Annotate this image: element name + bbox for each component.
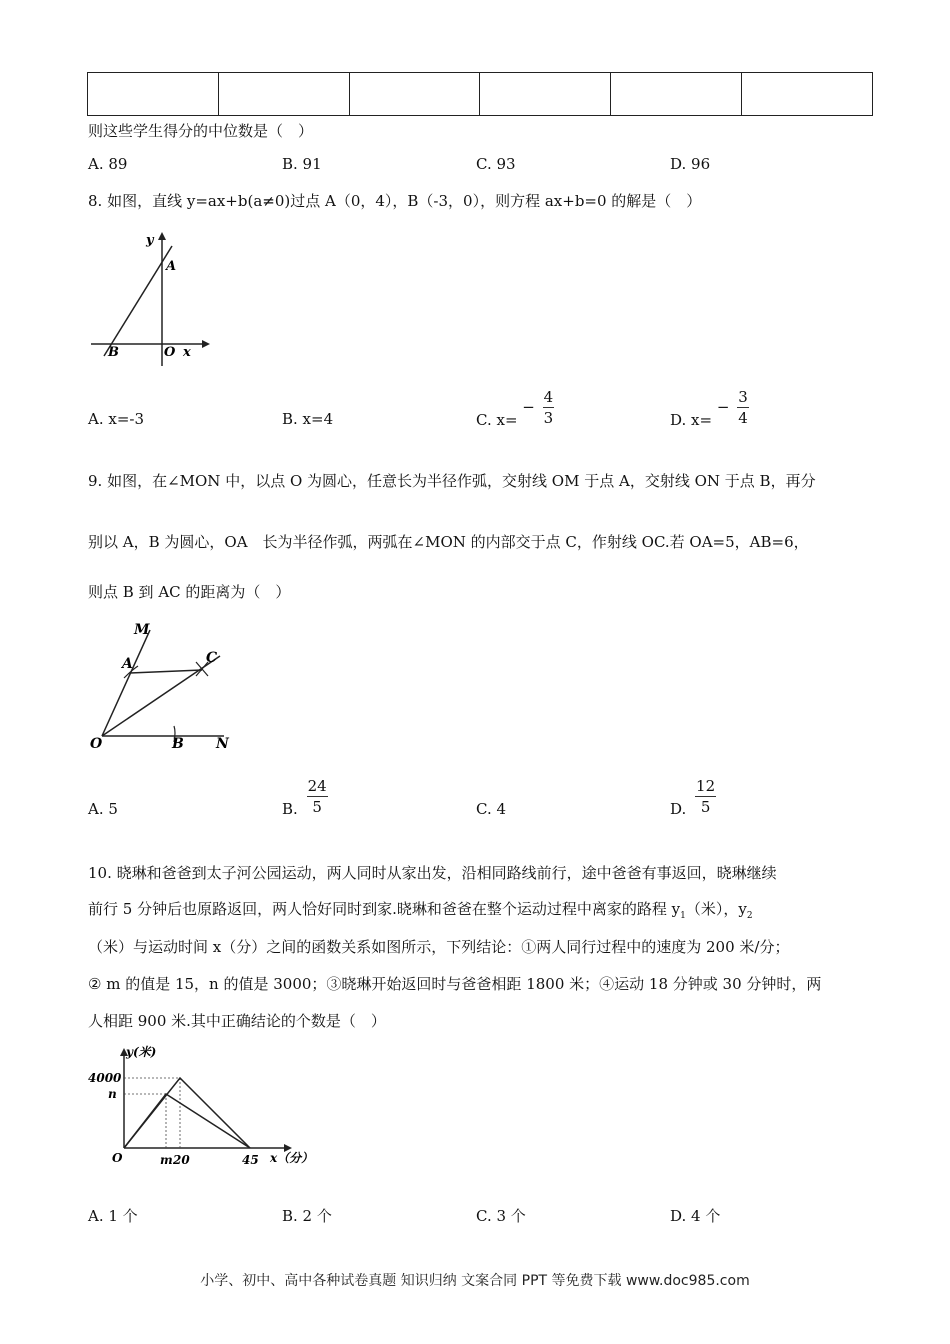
x-axis-arrow	[202, 340, 210, 348]
label-c: C	[206, 650, 218, 666]
q10-line-5: 人相距 900 米.其中正确结论的个数是（ ）	[88, 1012, 386, 1030]
q7-option-a: A. 89	[88, 155, 128, 173]
fraction: $\frac{12}{5}$	[696, 776, 716, 816]
q10-line-4: ② m 的值是 15，n 的值是 3000；③晓琳开始返回时与爸爸相距 1800 米；④运动 18 分钟或 30 分钟时，两	[88, 975, 822, 993]
label-b: B	[172, 736, 184, 752]
table-row	[88, 73, 873, 116]
q10-line-1: 10. 晓琳和爸爸到太子河公园运动，两人同时从家出发，沿相同路线前行，途中爸爸有事返回，晓琳继续	[88, 864, 777, 882]
q8-option-a: A. x=-3	[88, 410, 145, 428]
label-o: O	[90, 736, 103, 752]
tick-4000: 4000	[88, 1071, 122, 1085]
q10-option-b: B. 2 个	[282, 1207, 332, 1225]
label-y: y	[146, 233, 154, 248]
label-origin: O	[112, 1151, 123, 1165]
graph-y1	[124, 1078, 250, 1148]
label-m: M	[134, 622, 150, 638]
q10-option-d: D. 4 个	[670, 1207, 721, 1225]
q9-option-a: A. 5	[88, 800, 118, 818]
tick-20: 20	[173, 1153, 190, 1167]
q9-figure	[88, 618, 238, 752]
q8-stem: 8. 如图，直线 y=ax+b(a≠0)过点 A（0，4），B（-3，0），则方程 ax+b=0 的解是（ ）	[88, 192, 702, 210]
q8-option-b: B. x=4	[282, 410, 334, 428]
label-x-axis: x（分）	[270, 1151, 314, 1165]
q8-option-c: C. x= − $\frac{4}{3}$	[476, 387, 554, 429]
q7-option-d: D. 96	[670, 155, 711, 173]
q9-line-3: 则点 B 到 AC 的距离为（ ）	[88, 583, 291, 601]
q10-option-a: A. 1 个	[88, 1207, 138, 1225]
tick-n: n	[108, 1087, 117, 1101]
label-y-axis: y(米)	[126, 1045, 157, 1059]
label-x: x	[183, 345, 191, 360]
q10-figure	[86, 1042, 326, 1172]
q10-line-3: （米）与运动时间 x（分）之间的函数关系如图所示，下列结论：①两人同行过程中的速度为 200 米/分；	[88, 938, 790, 956]
fraction: $\frac{3}{4}$	[738, 387, 748, 427]
label-a: A	[122, 656, 133, 672]
page-footer: 小学、初中、高中各种试卷真题 知识归纳 文案合同 PPT 等免费下载 www.doc985.com	[200, 1273, 750, 1289]
q8-option-d: D. x= − $\frac{3}{4}$	[670, 387, 748, 429]
table-cell	[88, 73, 219, 116]
table-cell	[742, 73, 873, 116]
segment-ac	[130, 670, 202, 673]
q10-option-c: C. 3 个	[476, 1207, 526, 1225]
q7-option-b: B. 91	[282, 155, 322, 173]
table-cell	[480, 73, 611, 116]
table-cell	[349, 73, 480, 116]
tick-m: m	[160, 1153, 173, 1167]
table-cell	[218, 73, 349, 116]
q7-stem: 则这些学生得分的中位数是（ ）	[88, 122, 314, 140]
q7-option-c: C. 93	[476, 155, 516, 173]
label-n: N	[216, 736, 229, 752]
label-a: A	[166, 259, 177, 274]
q10-line-2: 前行 5 分钟后也原路返回，两人恰好同时到家.晓琳和爸爸在整个运动过程中离家的路程 $y_1$（米），$y_2$	[88, 900, 753, 921]
label-o: O	[164, 345, 176, 360]
label-b: B	[108, 345, 119, 360]
q9-line-2: 别以 A，B 为圆心，OA 长为半径作弧，两弧在∠MON 的内部交于点 C，作射线 OC.若 OA=5，AB=6，	[88, 533, 809, 551]
graph-y2	[124, 1094, 250, 1148]
table-cell	[611, 73, 742, 116]
tick-45: 45	[242, 1153, 259, 1167]
y-axis-arrow	[158, 232, 166, 240]
fraction: $\frac{24}{5}$	[307, 776, 327, 816]
fraction: $\frac{4}{3}$	[543, 387, 554, 427]
score-table	[87, 72, 873, 116]
q8-figure	[88, 228, 213, 370]
q9-option-c: C. 4	[476, 800, 507, 818]
q9-option-d: D. $\frac{12}{5}$	[670, 776, 716, 818]
q9-line-1: 9. 如图，在∠MON 中，以点 O 为圆心，任意长为半径作弧，交射线 OM 于点 A，交射线 ON 于点 B，再分	[88, 472, 816, 490]
q9-option-b: B. $\frac{24}{5}$	[282, 776, 327, 818]
